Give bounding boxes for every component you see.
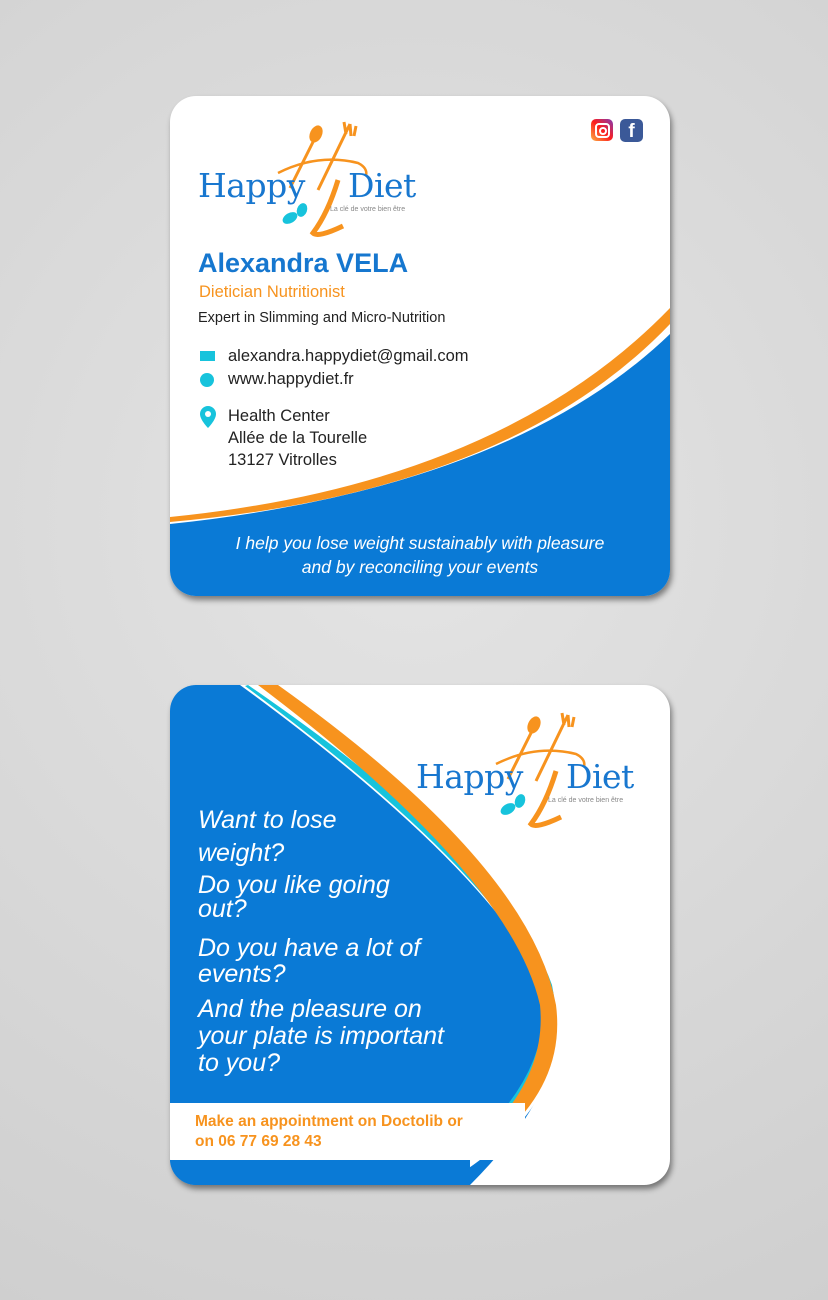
appointment-line: Make an appointment on Doctolib or bbox=[195, 1113, 463, 1130]
instagram-icon[interactable] bbox=[591, 119, 613, 141]
happy-diet-logo bbox=[198, 118, 428, 243]
location-pin-icon bbox=[200, 406, 216, 428]
question-3: Do you have a lot of events? bbox=[198, 934, 421, 988]
happy-diet-logo bbox=[416, 709, 646, 834]
logo-word-diet: Diet bbox=[348, 166, 416, 205]
email-link[interactable]: alexandra.happydiet@gmail.com bbox=[228, 347, 469, 365]
logo-tagline: La clé de votre bien être bbox=[330, 206, 406, 213]
logo-tagline: La clé de votre bien être bbox=[548, 797, 624, 804]
facebook-icon[interactable]: f bbox=[620, 119, 643, 142]
question-2: Do you like going out? bbox=[198, 871, 390, 923]
slogan bbox=[170, 531, 670, 579]
business-card-back bbox=[170, 685, 670, 1185]
globe-icon bbox=[200, 373, 214, 387]
question-1: Want to lose weight? bbox=[198, 806, 337, 867]
email-icon bbox=[200, 351, 215, 361]
appointment-phone[interactable]: on 06 77 69 28 43 bbox=[195, 1133, 322, 1150]
website-link[interactable]: www.happydiet.fr bbox=[228, 370, 354, 388]
logo-word-happy: Happy bbox=[416, 757, 523, 796]
appointment-info bbox=[195, 1112, 463, 1152]
slogan-line: and by reconciling your events bbox=[301, 557, 539, 577]
logo-word-happy: Happy bbox=[198, 166, 305, 205]
question-4: And the pleasure on your plate is important to you? bbox=[198, 995, 444, 1077]
logo-word-diet: Diet bbox=[566, 757, 634, 796]
address-line: Allée de la Tourelle bbox=[228, 429, 368, 447]
business-card-front bbox=[170, 96, 670, 596]
address bbox=[228, 405, 367, 471]
slogan-line: I help you lose weight sustainably with pleasure bbox=[235, 533, 605, 553]
specialty: Expert in Slimming and Micro-Nutrition bbox=[198, 310, 446, 326]
address-line: 13127 Vitrolles bbox=[228, 451, 337, 469]
person-name: Alexandra VELA bbox=[198, 248, 409, 278]
job-title: Dietician Nutritionist bbox=[199, 283, 345, 301]
address-line: Health Center bbox=[228, 407, 330, 425]
